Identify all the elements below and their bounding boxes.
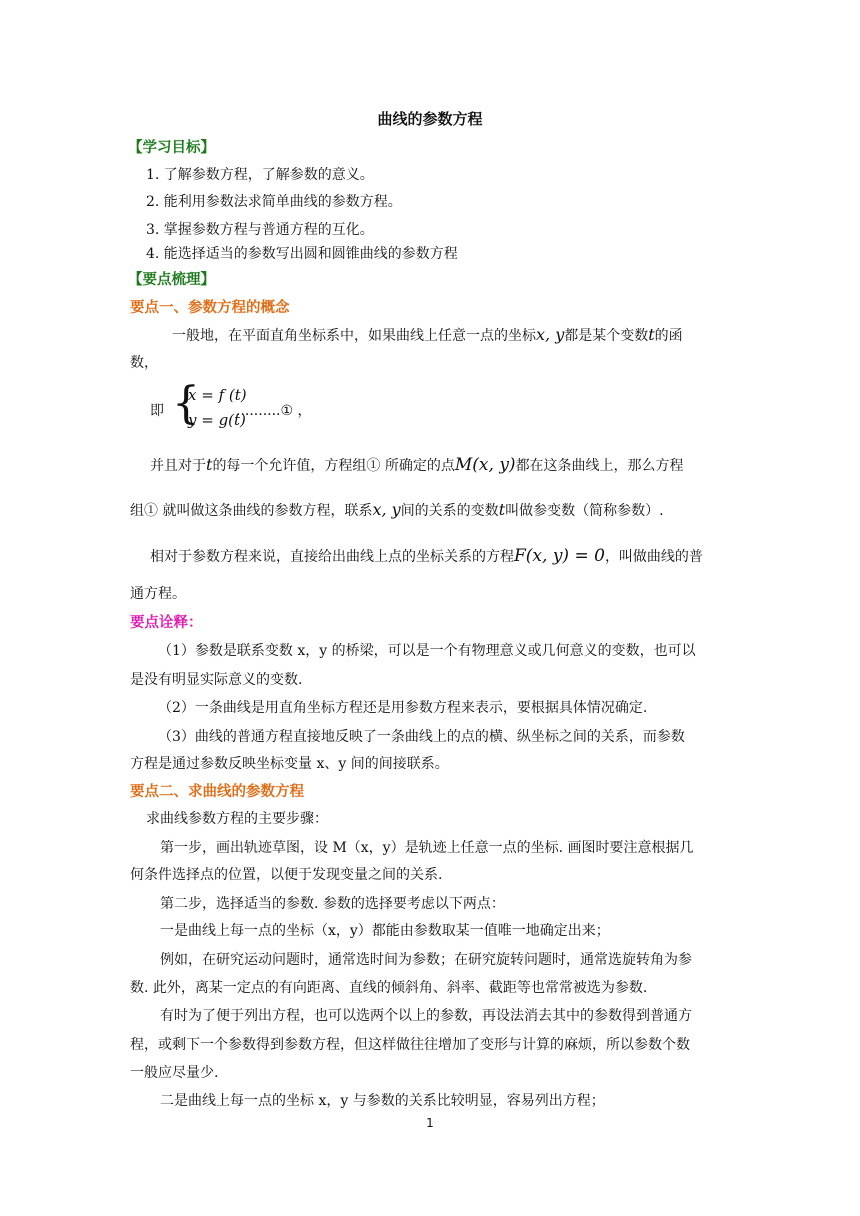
paragraph-line: （1）参数是联系变数 x，y 的桥梁，可以是一个有物理意义或几何意义的变数，也可以	[158, 643, 696, 659]
paragraph-line: 通方程。	[130, 586, 186, 602]
math-F: F(x, y) = 0	[514, 546, 605, 566]
text: 并且对于	[150, 458, 206, 474]
equation-line: y = g(t)	[188, 411, 246, 429]
paragraph-line: 例如，在研究运动问题时，通常选时间为参数；在研究旋转问题时，通常选旋转角为参	[160, 952, 692, 968]
equation-label: 即	[150, 403, 164, 419]
equation-line: x = f (t)	[188, 386, 247, 404]
paragraph-line: 一是曲线上每一点的坐标（x，y）都能由参数取某一值唯一地确定出来；	[160, 923, 610, 939]
math-t: t	[648, 325, 655, 344]
explain-heading: 要点诠释：	[130, 615, 203, 631]
paragraph-line: （3）曲线的普通方程直接地反映了一条曲线上的点的横、纵坐标之间的关系，而参数	[158, 729, 685, 745]
section-heading-points: 【要点梳理】	[128, 272, 215, 288]
goal-item: 4. 能选择适当的参数写出圆和圆锥曲线的参数方程	[146, 246, 458, 262]
text: 间的关系的变数	[400, 503, 499, 519]
text: 叫做参变数（简称参数）.	[505, 503, 664, 519]
paragraph-line: 何条件选择点的位置，以便于发现变量之间的关系.	[130, 867, 443, 883]
paragraph-line	[172, 325, 683, 345]
paragraph-line: 程，或剩下一个参数得到参数方程，但这样做往往增加了变形与计算的麻烦，所以参数个数	[130, 1037, 690, 1053]
goal-item: 3. 掌握参数方程与普通方程的互化。	[146, 222, 374, 238]
paragraph-line: 数，	[130, 355, 158, 371]
math-M: M(x, y)	[454, 455, 516, 475]
paragraph-line: 一般应尽量少.	[130, 1065, 219, 1081]
math-t: t	[498, 500, 506, 519]
text: 都是某个变数	[564, 328, 649, 344]
text: 都在这条曲线上，那么方程	[515, 458, 684, 474]
math-xy: x, y	[372, 500, 401, 519]
paragraph-line: 第二步，选择适当的参数. 参数的选择要考虑以下两点：	[160, 896, 505, 912]
point2-heading: 要点二、求曲线的参数方程	[130, 784, 304, 800]
text: 一般地，在平面直角坐标系中，如果曲线上任意一点的坐标	[172, 328, 536, 344]
text: 相对于参数方程来说，直接给出曲线上点的坐标关系的方程	[150, 549, 514, 565]
paragraph-line: 有时为了便于列出方程，也可以选两个以上的参数，再设法消去其中的参数得到普通方	[160, 1008, 692, 1024]
paragraph-line	[130, 500, 664, 520]
goal-item: 1. 了解参数方程，了解参数的意义。	[146, 167, 374, 183]
text: 组① 就叫做这条曲线的参数方程，联系	[130, 503, 373, 519]
text: ，叫做曲线的普	[604, 549, 703, 565]
text: 的每一个允许值，方程组① 所确定的点	[212, 458, 455, 474]
paragraph-line: （2）一条曲线是用直角坐标方程还是用参数方程来表示，要根据具体情况确定.	[158, 700, 648, 716]
paragraph-line: 二是曲线上每一点的坐标 x，y 与参数的关系比较明显，容易列出方程；	[160, 1093, 605, 1109]
text: 的函	[654, 328, 683, 344]
paragraph-line	[150, 546, 703, 566]
paragraph-line	[150, 455, 684, 475]
paragraph-line: 第一步，画出轨迹草图，设 M（x，y）是轨迹上任意一点的坐标. 画图时要注意根据几	[160, 840, 694, 856]
paragraph-line: 求曲线参数方程的主要步骤：	[146, 811, 328, 827]
paragraph-line: 数. 此外，离某一定点的有向距离、直线的倾斜角、斜率、截距等也常常被选为参数.	[130, 980, 648, 996]
page-number: 1	[426, 1116, 434, 1130]
math-t: t	[206, 455, 213, 474]
goal-item: 2. 能利用参数法求简单曲线的参数方程。	[146, 194, 402, 210]
point1-heading: 要点一、参数方程的概念	[130, 300, 290, 316]
brace-symbol: {	[172, 378, 200, 429]
paragraph-line: 方程是通过参数反映坐标变量 x、y 间的间接联系。	[130, 756, 449, 772]
section-heading-goals: 【学习目标】	[128, 140, 215, 156]
equation-tag: ..........① ，	[236, 403, 312, 419]
page-title: 曲线的参数方程	[377, 110, 483, 128]
paragraph-line: 是没有明显实际意义的变数.	[130, 672, 303, 688]
math-xy: x, y	[536, 325, 565, 344]
